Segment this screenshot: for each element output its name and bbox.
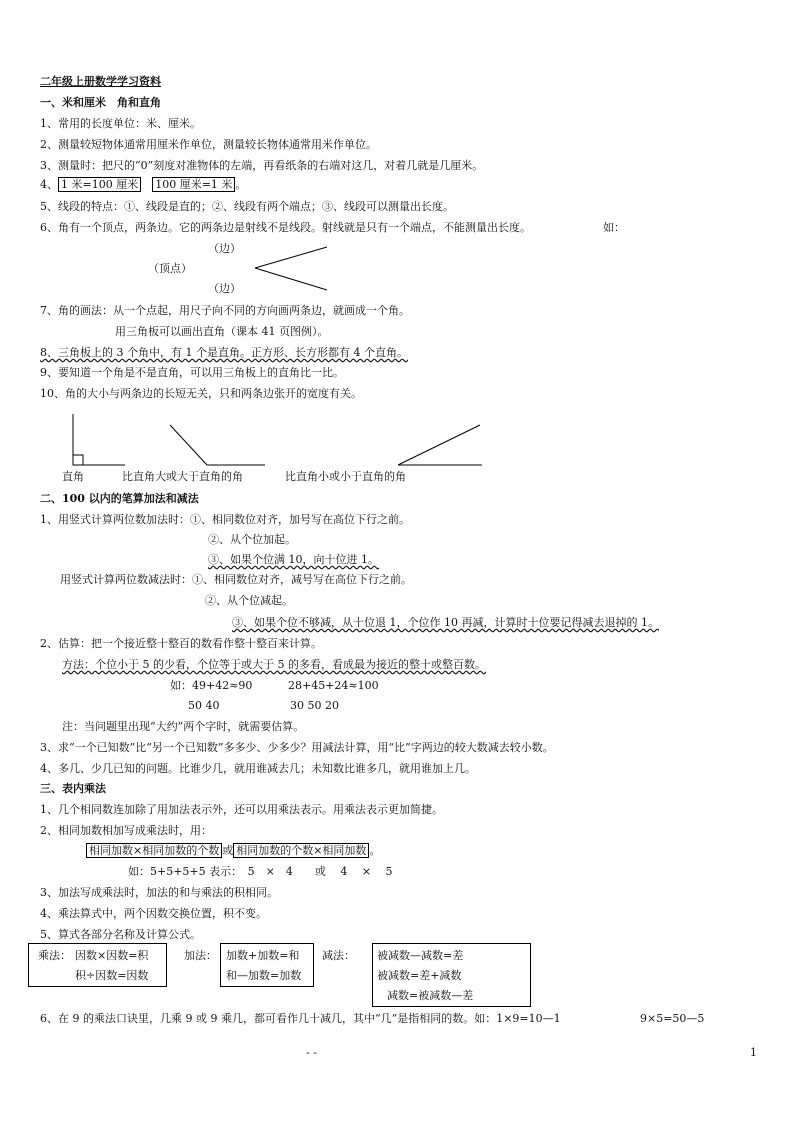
s1-line3: 3、测量时：把尺的“0”刻度对准物体的左端，再看纸条的右端对这几，对着几就是几厘米。	[40, 159, 484, 172]
s3-line3: 3、加法写成乘法时，加法的和与乘法的积相同。	[40, 886, 278, 899]
s3-line2: 2、相同加数相加写成乘法时，用：	[40, 824, 212, 837]
mul-label: 乘法：	[38, 949, 71, 962]
s3-line6: 6、在 9 的乘法口诀里，几乘 9 或 9 乘几，都可看作几十减几，其中“几”是指相同的数。如：1×9=10—1	[40, 1012, 561, 1025]
formula-box-b: 相同加数的个数×相同加数	[233, 843, 369, 858]
s1-line2: 2、测量较短物体通常用厘米作单位，测量较长物体通常用米作单位。	[40, 138, 377, 151]
meter-cm-box-b: 100 厘米=1 米	[152, 177, 235, 192]
section3-heading: 三、表内乘法	[40, 782, 106, 795]
footer-center: - -	[306, 1046, 317, 1059]
s2-example1-approx: 50 40	[188, 699, 220, 712]
s2-line1f: ③、如果个位不够减，从十位退 1，个位作 10 再减，计算时十位要记得减去退掉的 1。	[232, 616, 659, 629]
add-label: 加法：	[184, 949, 217, 962]
s2-line2: 2、估算：把一个接近整十整百的数看作整十整百来计算。	[40, 637, 322, 650]
angle-diagram	[255, 247, 327, 290]
s1-line6: 6、角有一个顶点，两条边。它的两条边是射线不是线段。射线就是只有一个端点，不能测量出长度。	[40, 221, 531, 234]
s2-example2-approx: 30 50 20	[290, 699, 339, 712]
meter-cm-box-a: 1 米=100 厘米	[58, 177, 141, 192]
s1-line8: 8、三角板上的 3 个角中，有 1 个是直角。正方形、长方形都有 4 个直角。	[40, 346, 408, 359]
s2-line1e: ②、从个位减起。	[205, 594, 293, 607]
s1-line6-ru: 如：	[603, 221, 625, 234]
sub-formula-1: 被减数—减数=差	[377, 949, 464, 962]
s1-line9: 9、要知道一个角是不是直角，可以用三角板上的直角比一比。	[40, 366, 344, 379]
s1-line7b: 用三角板可以画出直角（课本 41 页图例）。	[115, 325, 329, 338]
s2-line1c: ③、如果个位满 10，向十位进 1。	[208, 553, 379, 566]
s1-line1: 1、常用的长度单位：米、厘米。	[40, 117, 201, 130]
fig-label-obtuse: 比直角大或大于直角的角	[122, 470, 243, 483]
fig-label-right-angle: 直角	[62, 470, 84, 483]
s3-line1: 1、几个相同数连加除了用加法表示外，还可以用乘法表示。用乘法表示更加简捷。	[40, 803, 443, 816]
s2-example2: 28+45+24≈100	[288, 679, 379, 692]
s3-line6-example2: 9×5=50—5	[640, 1012, 705, 1025]
s2-line1d: 用竖式计算两位数减法时：①、相同数位对齐，减号写在高位下行之前。	[60, 573, 412, 586]
s2-line1b: ②、从个位加起。	[208, 533, 296, 546]
s1-line4-end: 。	[235, 178, 247, 191]
s2-line1: 1、用竖式计算两位数加法时：①、相同数位对齐，加号写在高位下行之前。	[40, 513, 410, 526]
angle-edge-bottom-label: （边）	[208, 282, 241, 295]
s3-example: 如：5+5+5+5 表示： 5 × 4 或 4 × 5	[128, 865, 393, 878]
obtuse-angle-figure	[170, 425, 265, 465]
s2-line3: 3、求“一个已知数”比“另一个已知数”多多少、少多少？用减法计算，用“比”字两边的较大数减去较小数。	[40, 741, 554, 754]
formula-box-a: 相同加数×相同加数的个数	[86, 843, 222, 858]
acute-angle-figure	[398, 425, 482, 465]
mul-formula-2: 积÷因数=因数	[75, 969, 149, 982]
s1-line4-prefix: 4、	[40, 178, 58, 191]
right-angle-figure	[73, 414, 125, 465]
sub-formula-3: 减数=被减数—差	[387, 989, 474, 1002]
s3-formula-line	[86, 844, 380, 858]
section1-heading: 一、米和厘米 角和直角	[40, 96, 161, 109]
s2-note: 注：当问题里出现“大约”两个字时，就需要估算。	[62, 720, 305, 733]
s1-line5: 5、线段的特点：①、线段是直的；②、线段有两个端点；③、线段可以测量出长度。	[40, 200, 454, 213]
formula-end: 。	[369, 844, 381, 857]
s2-method: 方法：个位小于 5 的少看，个位等于或大于 5 的多看，看成最为接近的整十或整百数。	[62, 658, 486, 671]
add-formula-2: 和—加数=加数	[226, 969, 302, 982]
s1-line10: 10、角的大小与两条边的长短无关，只和两条边张开的宽度有关。	[40, 387, 362, 400]
s3-line5: 5、算式各部分名称及计算公式。	[40, 928, 201, 941]
formula-or: 或	[222, 844, 234, 857]
add-formula-1: 加数+加数=和	[226, 949, 300, 962]
s2-line4: 4、多几、少几已知的问题。比谁少几，就用谁减去几；未知数比谁多几，就用谁加上几。	[40, 762, 476, 775]
angle-edge-top-label: （边）	[208, 242, 241, 255]
page-number: 1	[750, 1046, 757, 1059]
s3-line4: 4、乘法算式中，两个因数交换位置，积不变。	[40, 907, 267, 920]
sub-label: 减法：	[322, 949, 355, 962]
sub-formula-2: 被减数=差+减数	[377, 969, 462, 982]
s2-example1: 如：49+42≈90	[170, 679, 253, 692]
doc-title: 二年级上册数学学习资料	[40, 75, 161, 88]
mul-formula-1: 因数×因数=积	[75, 949, 149, 962]
s1-line7: 7、角的画法：从一个点起，用尺子向不同的方向画两条边，就画成一个角。	[40, 304, 410, 317]
section2-heading: 二、100 以内的笔算加法和减法	[40, 492, 199, 505]
fig-label-acute: 比直角小或小于直角的角	[285, 470, 406, 483]
angle-vertex-label: （顶点）	[148, 262, 192, 275]
